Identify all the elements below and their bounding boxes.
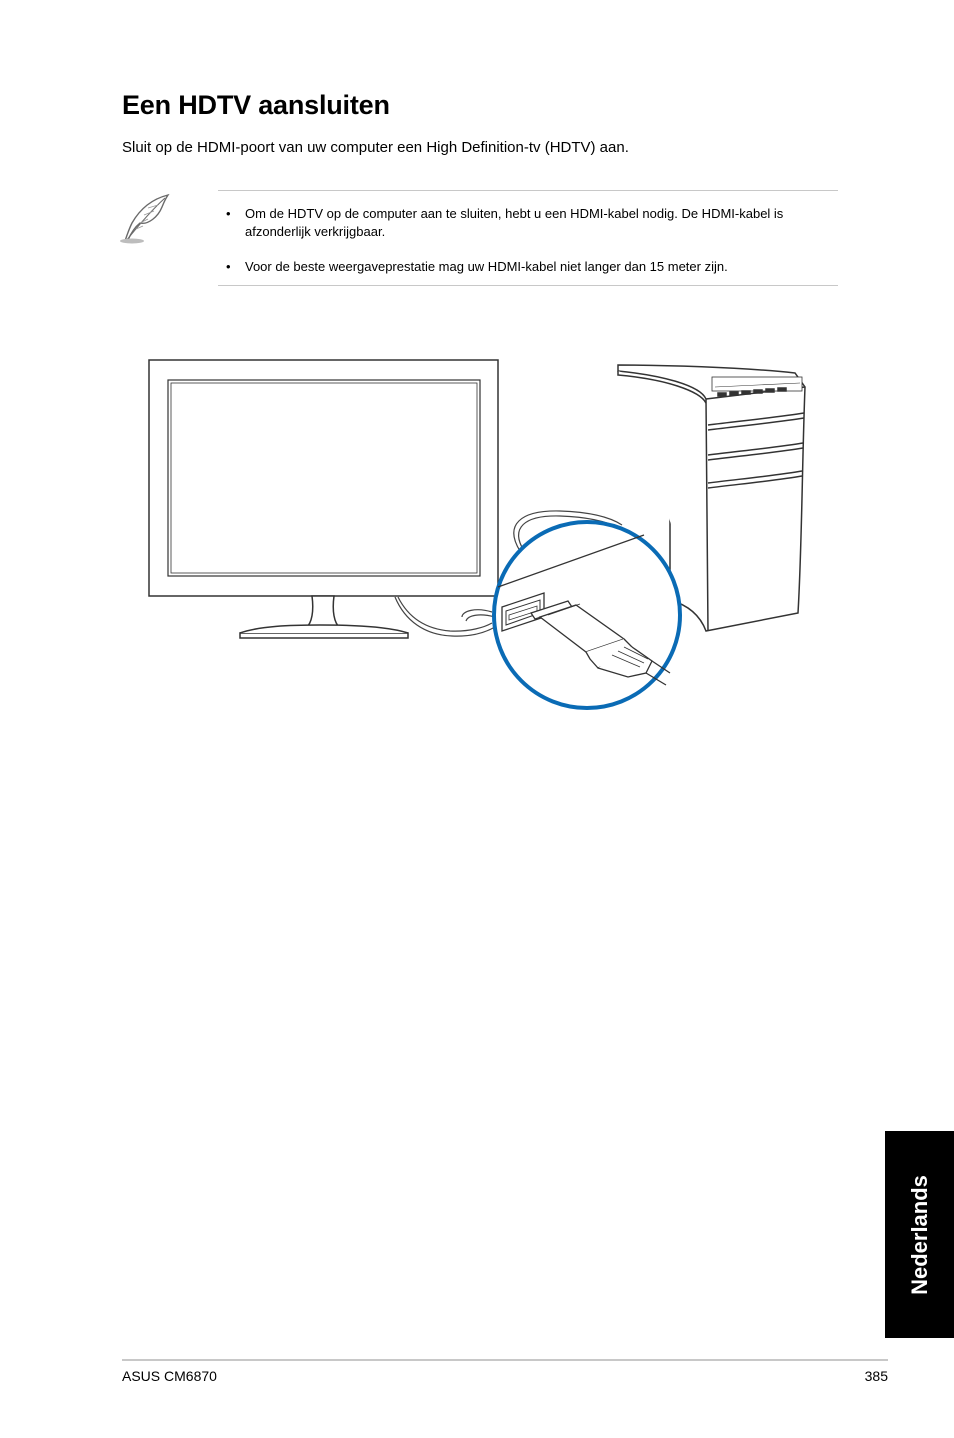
bullet: • (226, 259, 231, 274)
footer-rule (122, 1359, 888, 1361)
page-title: Een HDTV aansluiten (122, 90, 390, 120)
note-item (218, 258, 828, 276)
side-tab-label: Nederlands (906, 1174, 932, 1295)
footer-page-number: 385 (864, 1368, 888, 1384)
hdmi-port-callout (494, 522, 680, 708)
hdtv-connection-illustration (140, 355, 820, 715)
feather-quill-icon (118, 193, 174, 245)
note-text: Voor de beste weergaveprestatie mag uw HDMI-kabel niet langer dan 15 meter zijn. (245, 259, 728, 274)
language-side-tab (885, 1131, 954, 1338)
note-item (218, 205, 828, 241)
footer-model: ASUS CM6870 (122, 1368, 217, 1384)
hdtv-monitor-icon (149, 360, 498, 638)
note-text: Om de HDTV op de computer aan te sluiten, hebt u een HDMI-kabel nodig. De HDMI-kabel is afzonderlijk verkrijgbaar. (245, 206, 784, 239)
note-box (218, 190, 838, 286)
bullet: • (226, 206, 231, 221)
intro-paragraph: Sluit op de HDMI-poort van uw computer een High Definition-tv (HDTV) aan. (122, 139, 629, 156)
